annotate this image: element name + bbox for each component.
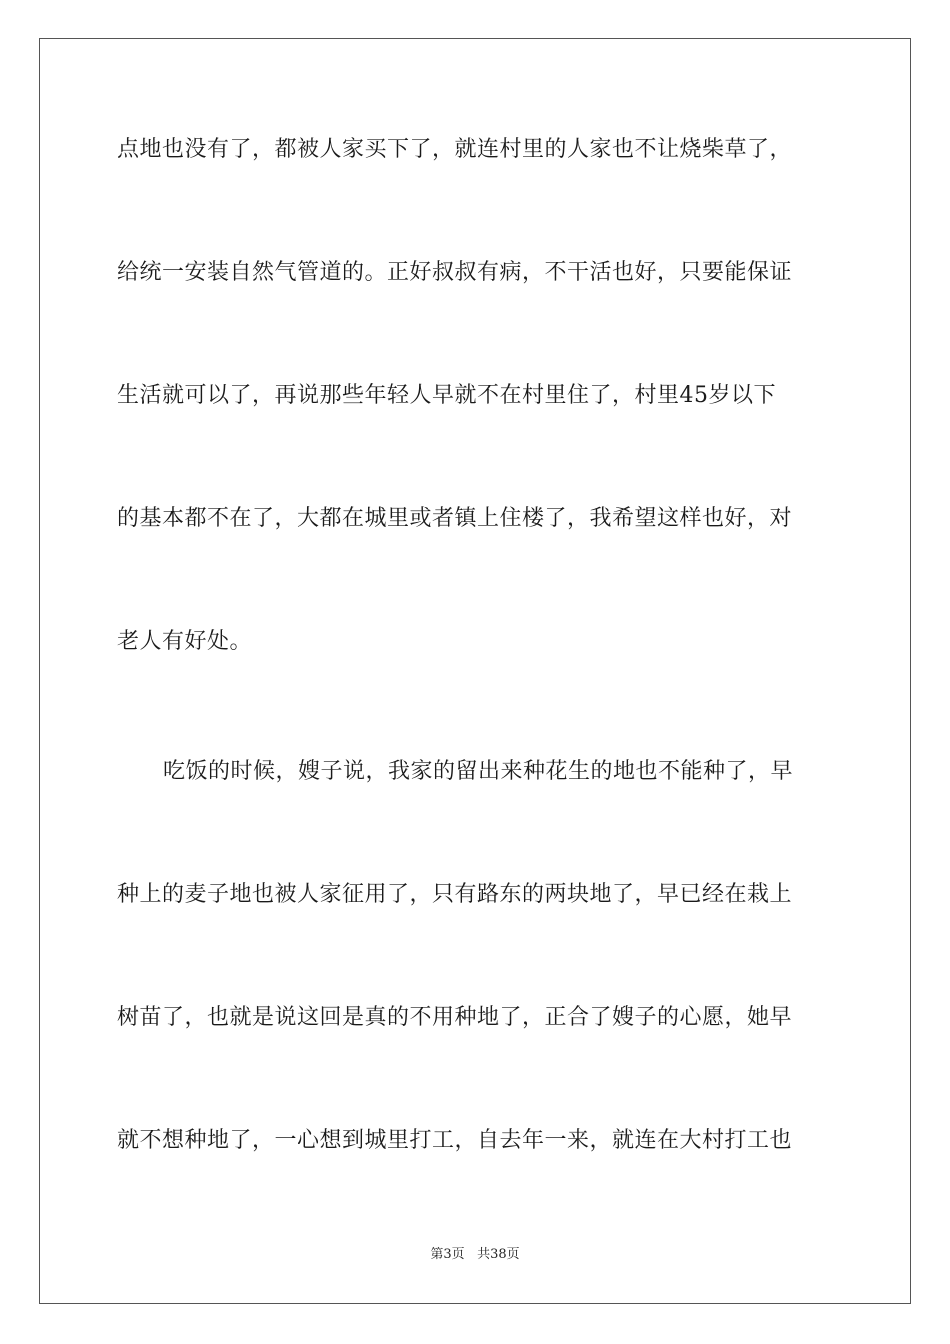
text-line-2: 给统一安装自然气管道的。正好叔叔有病，不干活也好，只要能保证 [117, 260, 793, 285]
text-line-4: 的基本都不在了，大都在城里或者镇上住楼了，我希望这样也好，对 [117, 506, 793, 531]
page-border [39, 38, 911, 1304]
text-line-6-paragraph-start: 吃饭的时候，嫂子说，我家的留出来种花生的地也不能种了，早 [163, 759, 794, 784]
text-line-8: 树苗了，也就是说这回是真的不用种地了，正合了嫂子的心愿，她早 [117, 1005, 793, 1030]
text-line-3: 生活就可以了，再说那些年轻人早就不在村里住了，村里45岁以下 [117, 383, 776, 408]
text-line-5: 老人有好处。 [117, 629, 253, 654]
text-line-7: 种上的麦子地也被人家征用了，只有路东的两块地了，早已经在栽上 [117, 882, 793, 907]
text-line-1: 点地也没有了，都被人家买下了，就连村里的人家也不让烧柴草了， [117, 137, 793, 162]
page-number: 第3页 [430, 1247, 465, 1262]
page-total: 共38页 [477, 1247, 520, 1262]
page-footer [0, 1247, 950, 1263]
text-line-9: 就不想种地了，一心想到城里打工，自去年一来，就连在大村打工也 [117, 1128, 793, 1153]
